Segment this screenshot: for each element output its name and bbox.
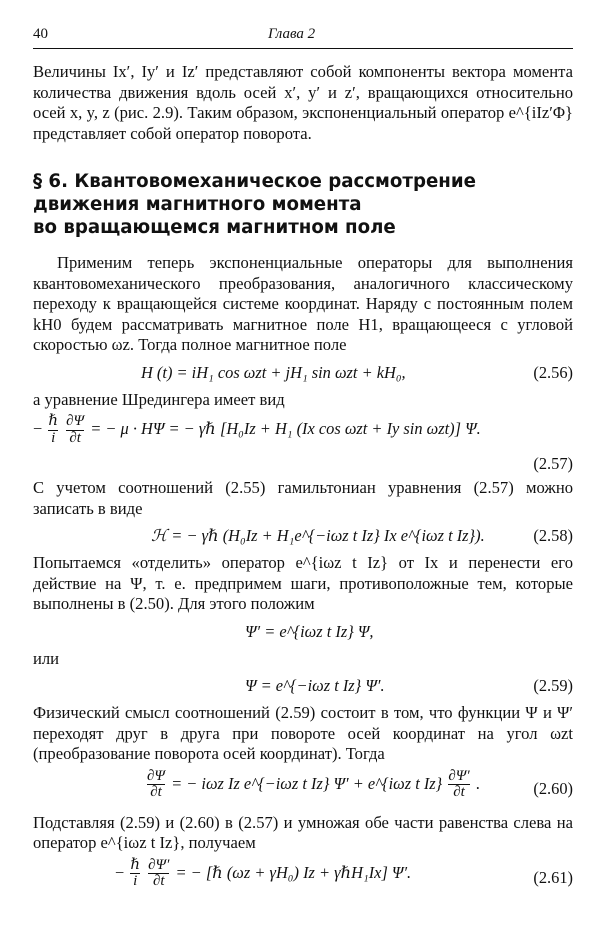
equation-2-58-formula: ℋ = − γℏ (H₀Iz + H₁e^{−iωz t Iz} Ix e^{iωz t Iz}). (151, 526, 485, 545)
fraction-dpsiprime-dt (148, 858, 169, 891)
equation-2-60 (33, 769, 573, 809)
equation-2-61-formula (115, 858, 411, 891)
equation-2-61-rhs: = − [ℏ (ωz + γH₀) Iz + γℏH₁Ix] Ψ′. (175, 862, 412, 882)
fraction-numerator: ℏ (48, 413, 59, 429)
equation-2-56 (33, 360, 573, 386)
paragraph-schrodinger-intro: а уравнение Шредингера имеет вид (33, 389, 285, 409)
header-rule (33, 48, 573, 49)
equation-2-61-number: (2.61) (533, 867, 573, 887)
equation-2-60-formula (145, 769, 480, 802)
fraction-numerator: ∂Ψ′ (448, 767, 470, 784)
equation-2-59 (33, 673, 573, 699)
equation-2-58 (33, 523, 573, 549)
fraction-denominator: ∂t (66, 430, 84, 447)
equation-2-60-number: (2.60) (533, 778, 573, 798)
paragraph-substitution: Подставляя (2.59) и (2.60) в (2.57) и умножая обе части равенства слева на оператор e^{iωz t Iz}, получаем (33, 812, 573, 852)
equation-2-60-rhs: = − iωz Iz e^{−iωz t Iz} Ψ′ + e^{iωz t Iz} (171, 773, 443, 793)
running-head: Глава 2 (268, 26, 316, 42)
section-title-line-3: во вращающемся магнитном поле (33, 217, 396, 238)
section-title (33, 170, 573, 239)
equation-2-59a-formula: Ψ′ = e^{iωz t Iz} Ψ, (245, 621, 374, 641)
equation-2-56-number: (2.56) (533, 362, 573, 382)
equation-2-57-rhs: = − μ · HΨ = − γℏ [H₀Iz + H₁ (Ix cos ωzt + Iy sin ωzt)] Ψ. (90, 419, 481, 439)
fraction-denominator: i (48, 430, 58, 447)
book-page (33, 20, 573, 902)
fraction-dpsi-dt (66, 414, 84, 447)
page-header (33, 20, 573, 48)
fraction-numerator: ∂Ψ′ (148, 856, 170, 873)
equation-2-59a (33, 619, 573, 645)
paragraph-physical-meaning: Физический смысл соотношений (2.59) состоит в том, что функции Ψ и Ψ′ переходят друг в друга при повороте осей координат на угол ωzt (преобразование поворота осей координат). Тогда (33, 703, 573, 763)
fraction-numerator: ∂Ψ (66, 413, 85, 429)
equation-2-57 (33, 414, 573, 454)
paragraph-rotation-operator: Величины Ix′, Iy′ и Iz′ представляют собой компоненты вектора момента количества движения вдоль осей x′, y′ и z′, вращающихся относительно осей x, y, z (рис. 2.9). Таким образом, экспоненциальный оператор e^{iIz′Φ} представляет собой оператор поворота. (33, 62, 573, 143)
fraction-denominator: ∂t (448, 784, 469, 801)
fraction-numerator: ℏ (130, 856, 141, 873)
paragraph-rotating-frame: Применим теперь экспоненциальные операторы для выполнения квантовомеханического преобразования, аналогичного классическому переходу к вращающейся системе координат. Наряду с постоянным полем kH0 будем рассматривать магнитное поле H1, вращающееся с угловой скоростью ωz. Тогда полное магнитное поле (33, 253, 573, 354)
paragraph-or: или (33, 648, 60, 668)
equation-2-59-formula: Ψ = e^{−iωz t Iz} Ψ′. (245, 676, 385, 695)
fraction-dpsi-dt (147, 769, 165, 802)
fraction-denominator: ∂t (148, 873, 169, 890)
equation-2-61 (33, 858, 573, 898)
fraction-hbar-over-i (48, 414, 58, 447)
fraction-denominator: i (130, 873, 140, 890)
section-title-line-2: движения магнитного момента (33, 194, 362, 215)
equation-2-56-formula: H (t) = iH₁ cos ωzt + jH₁ sin ωzt + kH₀, (141, 362, 406, 382)
minus-sign: − (115, 862, 125, 882)
period: . (475, 773, 480, 793)
paragraph-separate-operator: Попытаемся «отделить» оператор e^{iωz t Iz} от Ix и перенести его действие на Ψ, т. е. предпримем шаги, противоположные тем, которые выполнены в (2.50). Для этого положим (33, 553, 573, 613)
paragraph-hamiltonian: С учетом соотношений (2.55) гамильтониан уравнения (2.57) можно записать в виде (33, 478, 573, 518)
fraction-denominator: ∂t (147, 784, 165, 801)
fraction-dpsiprime-dt (448, 769, 469, 802)
equation-2-58-number: (2.58) (533, 526, 573, 545)
equation-2-57-formula (33, 414, 481, 447)
equation-2-59-number: (2.59) (533, 676, 573, 695)
equation-2-57-number: (2.57) (533, 454, 573, 473)
section-title-line-1: § 6. Квантовомеханическое рассмотрение (33, 171, 476, 192)
minus-sign: − (33, 419, 43, 439)
fraction-hbar-over-i (130, 858, 140, 891)
fraction-numerator: ∂Ψ (147, 767, 165, 784)
page-number: 40 (33, 26, 48, 42)
